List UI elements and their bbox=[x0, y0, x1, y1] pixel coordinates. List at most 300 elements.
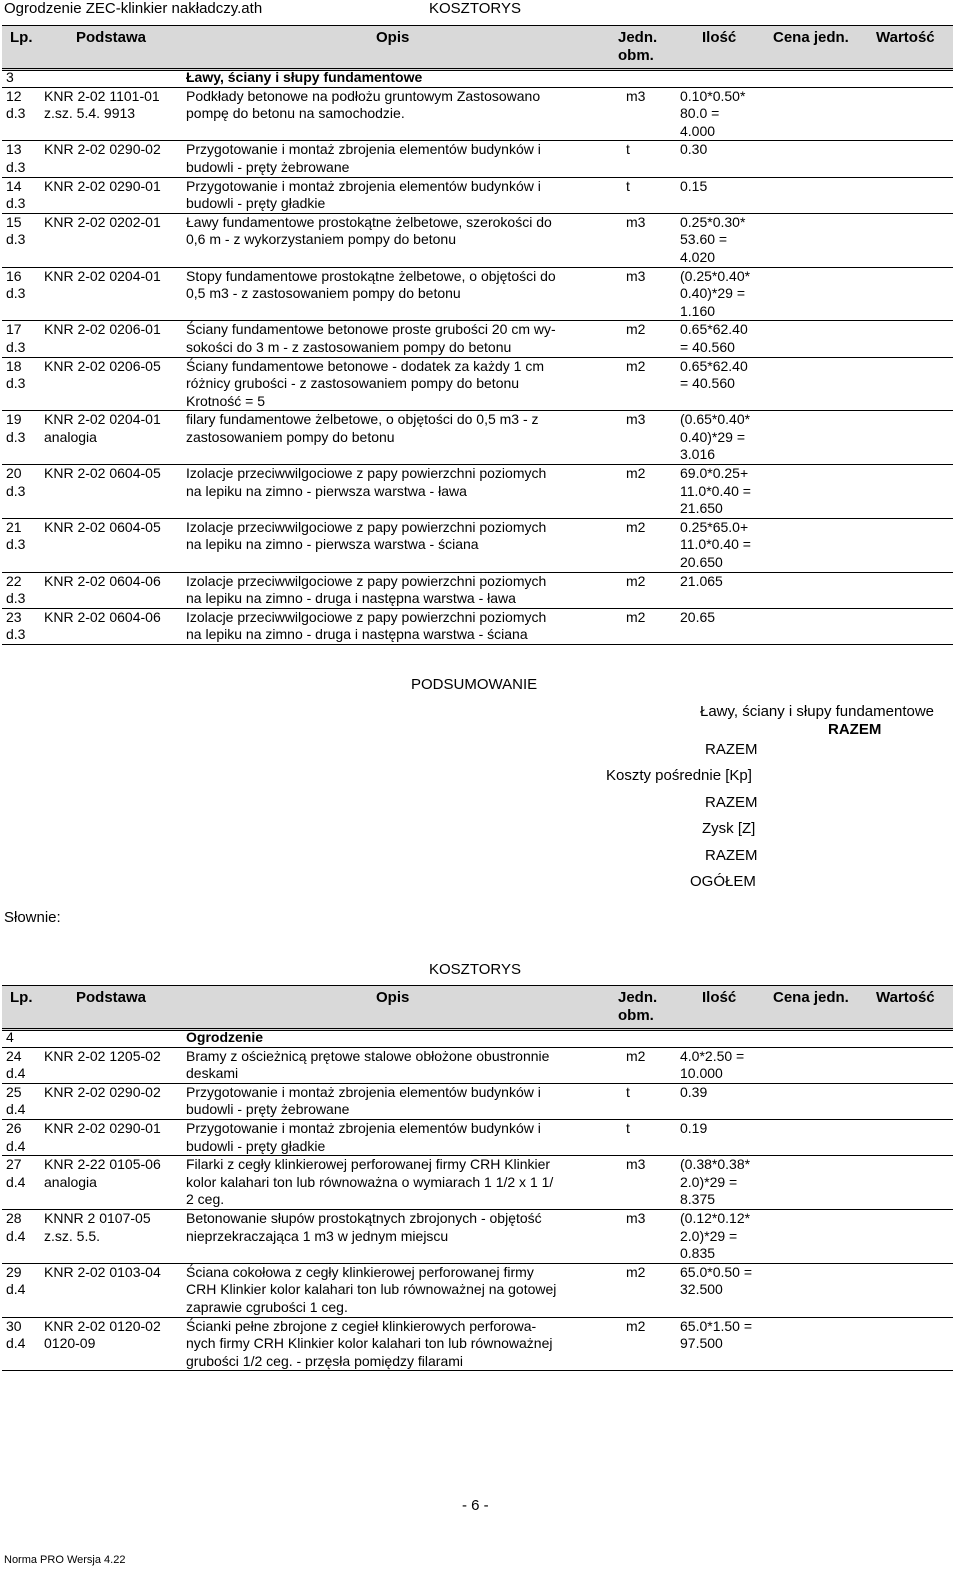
cell-ilosc bbox=[676, 1047, 776, 1083]
cell-podstawa bbox=[40, 213, 182, 267]
cell-wartosc bbox=[866, 411, 953, 465]
summary-zysk: Zysk [Z] bbox=[702, 820, 756, 837]
cell-opis bbox=[182, 1119, 622, 1155]
cell-podstawa bbox=[40, 411, 182, 465]
cell-wartosc bbox=[866, 572, 953, 608]
cell-ilosc-line: 53.60 = bbox=[680, 231, 728, 248]
cell-ilosc-line: 4.0*2.50 = bbox=[680, 1047, 745, 1064]
cell-lp-line: d.3 bbox=[6, 536, 26, 553]
table-row bbox=[2, 321, 953, 357]
cell-cena bbox=[776, 572, 866, 608]
cell-opis-line: Ściany fundamentowe betonowe - dodatek za każdy 1 cm bbox=[186, 357, 544, 374]
cell-jedn: m3 bbox=[622, 1209, 676, 1263]
cell-ilosc-line: 21.065 bbox=[680, 572, 723, 589]
table-row bbox=[2, 1263, 953, 1317]
footer-version: Norma PRO Wersja 4.22 bbox=[4, 1554, 126, 1566]
cell-lp-line: d.3 bbox=[6, 626, 26, 643]
cell-opis-line: Betonowanie słupów prostokątnych zbrojonych - objętość bbox=[186, 1209, 542, 1226]
cell-lp-line: d.3 bbox=[6, 338, 26, 355]
cell-ilosc-line: 4.000 bbox=[680, 122, 716, 139]
section-header-row bbox=[2, 1029, 953, 1048]
cell-opis-line: Ściany fundamentowe betonowe proste grubości 20 cm wy- bbox=[186, 321, 556, 338]
cell-ilosc-line: 21.650 bbox=[680, 500, 723, 517]
cell-jedn: m2 bbox=[622, 321, 676, 357]
cell-lp-line: d.3 bbox=[6, 590, 26, 607]
cell-lp bbox=[2, 1317, 40, 1371]
table-row bbox=[2, 357, 953, 411]
cell-lp-line: 22 bbox=[6, 572, 22, 589]
cell-opis-line: grubości 1/2 ceg. - przęsła pomiędzy filarami bbox=[186, 1352, 464, 1369]
cell-opis bbox=[182, 321, 622, 357]
table-header-1 bbox=[2, 25, 953, 71]
cell-lp-line: d.3 bbox=[6, 375, 26, 392]
cell-lp-line: 13 bbox=[6, 141, 22, 158]
cell-opis-line: CRH Klinkier kolor kalahari ton lub równoważnej na gotowej bbox=[186, 1281, 557, 1298]
cell-ilosc bbox=[676, 177, 776, 213]
cell-lp-line: 12 bbox=[6, 87, 22, 104]
table-row bbox=[2, 608, 953, 644]
items-table-section-3 bbox=[2, 68, 953, 645]
cell-opis-line: Ławy fundamentowe prostokątne żelbetowe, szerokości do bbox=[186, 213, 552, 230]
summary-title: PODSUMOWANIE bbox=[411, 676, 538, 693]
table-row bbox=[2, 1209, 953, 1263]
cell-opis bbox=[182, 465, 622, 519]
cell-opis-line: na lepiku na zimno - pierwsza warstwa - ława bbox=[186, 482, 467, 499]
cell-jedn: t bbox=[622, 1119, 676, 1155]
cell-ilosc-line: 0.65*62.40 bbox=[680, 321, 748, 338]
cell-ilosc bbox=[676, 1317, 776, 1371]
cell-opis-line: deskami bbox=[186, 1065, 239, 1082]
section-header-row bbox=[2, 69, 953, 88]
cell-opis-line: na lepiku na zimno - pierwsza warstwa - ściana bbox=[186, 536, 479, 553]
col-cena: Cena jedn. bbox=[773, 29, 849, 46]
cell-jedn: m3 bbox=[622, 213, 676, 267]
cell-ilosc bbox=[676, 1083, 776, 1119]
cell-ilosc-line: (0.12*0.12* bbox=[680, 1209, 751, 1226]
cell-lp-line: d.4 bbox=[6, 1137, 26, 1154]
cell-ilosc-line: 11.0*0.40 = bbox=[680, 536, 751, 553]
cell-opis-line: Przygotowanie i montaż zbrojenia elementów budynków i bbox=[186, 141, 541, 158]
cell-lp bbox=[2, 465, 40, 519]
cell-lp bbox=[2, 213, 40, 267]
cell-opis bbox=[182, 177, 622, 213]
col-cena: Cena jedn. bbox=[773, 989, 849, 1006]
cell-opis bbox=[182, 608, 622, 644]
cell-wartosc bbox=[866, 1083, 953, 1119]
cell-lp bbox=[2, 518, 40, 572]
cell-jedn: m3 bbox=[622, 267, 676, 321]
cell-ilosc-line: 3.016 bbox=[680, 446, 716, 463]
cell-opis bbox=[182, 1156, 622, 1210]
col-lp: Lp. bbox=[10, 989, 33, 1006]
cell-lp-line: d.4 bbox=[6, 1101, 26, 1118]
cell-ilosc bbox=[676, 141, 776, 177]
cell-opis-line: nych firmy CRH Klinkier kolor kalahari ton lub równoważnej bbox=[186, 1335, 553, 1352]
cell-ilosc-line: 0.19 bbox=[680, 1119, 708, 1136]
cell-lp-line: 26 bbox=[6, 1119, 22, 1136]
col-podstawa: Podstawa bbox=[76, 989, 147, 1006]
cell-podstawa-line: KNR 2-02 0120-02 bbox=[44, 1317, 161, 1334]
cell-opis-line: Krotność = 5 bbox=[186, 392, 265, 409]
col-jedn: Jedn. bbox=[618, 29, 658, 46]
cell-podstawa bbox=[40, 1156, 182, 1210]
cell-opis-line: Bramy z ościeżnicą prętowe stalowe obłożone obustronnie bbox=[186, 1047, 550, 1064]
cell-jedn: m2 bbox=[622, 357, 676, 411]
cell-lp bbox=[2, 177, 40, 213]
cell-podstawa-line: 0120-09 bbox=[44, 1335, 96, 1352]
cell-podstawa-line: KNR 2-02 0202-01 bbox=[44, 213, 161, 230]
cell-jedn: m3 bbox=[622, 411, 676, 465]
cell-ilosc bbox=[676, 608, 776, 644]
cell-opis-line: Przygotowanie i montaż zbrojenia elementów budynków i bbox=[186, 1083, 541, 1100]
cell-ilosc-line: (0.65*0.40* bbox=[680, 411, 751, 428]
cell-podstawa bbox=[40, 608, 182, 644]
cell-jedn: m3 bbox=[622, 87, 676, 141]
cell-podstawa-line: analogia bbox=[44, 428, 97, 445]
table-row bbox=[2, 87, 953, 141]
cell-jedn: t bbox=[622, 141, 676, 177]
cell-cena bbox=[776, 411, 866, 465]
cell-ilosc-line: 11.0*0.40 = bbox=[680, 482, 751, 499]
cell-opis bbox=[182, 213, 622, 267]
cell-cena bbox=[776, 267, 866, 321]
cell-lp bbox=[2, 1083, 40, 1119]
cell-cena bbox=[776, 1263, 866, 1317]
cell-ilosc-line: 32.500 bbox=[680, 1281, 723, 1298]
cell-wartosc bbox=[866, 321, 953, 357]
cell-opis-line: budowli - pręty żebrowane bbox=[186, 1101, 350, 1118]
cell-podstawa bbox=[40, 321, 182, 357]
cell-lp bbox=[2, 1119, 40, 1155]
cell-podstawa-line: KNR 2-02 0290-01 bbox=[44, 1119, 161, 1136]
cell-opis bbox=[182, 1317, 622, 1371]
cell-opis-line: budowli - pręty gładkie bbox=[186, 1137, 326, 1154]
cell-opis-line: Stopy fundamentowe prostokątne żelbetowe, o objętości do bbox=[186, 267, 556, 284]
cell-opis-line: zastosowaniem pompy do betonu bbox=[186, 428, 395, 445]
cell-opis-line: kolor kalahari ton lub równoważna o wymiarach 1 1/2 x 1 1/ bbox=[186, 1173, 554, 1190]
cell-podstawa-line: KNR 2-02 0290-02 bbox=[44, 1083, 161, 1100]
cell-podstawa bbox=[40, 141, 182, 177]
section-title: Ogrodzenie bbox=[182, 1029, 953, 1048]
cell-podstawa-line: z.sz. 5.5. bbox=[44, 1227, 101, 1244]
cell-podstawa bbox=[40, 518, 182, 572]
cell-opis bbox=[182, 411, 622, 465]
cell-wartosc bbox=[866, 213, 953, 267]
summary-razem-1: RAZEM bbox=[705, 741, 758, 758]
cell-podstawa-line: KNR 2-02 0604-05 bbox=[44, 465, 161, 482]
cell-opis bbox=[182, 267, 622, 321]
cell-opis-line: 2 ceg. bbox=[186, 1191, 225, 1208]
cell-ilosc-line: = 40.560 bbox=[680, 375, 735, 392]
cell-cena bbox=[776, 357, 866, 411]
cell-podstawa-line: KNR 2-02 1205-02 bbox=[44, 1047, 161, 1064]
cell-podstawa bbox=[40, 177, 182, 213]
table-header-2 bbox=[2, 985, 953, 1031]
cell-podstawa bbox=[40, 267, 182, 321]
cell-opis-line: Izolacje przeciwwilgociowe z papy powierzchni poziomych bbox=[186, 608, 547, 625]
table-row bbox=[2, 141, 953, 177]
cell-lp-line: 16 bbox=[6, 267, 22, 284]
cell-lp bbox=[2, 572, 40, 608]
cell-wartosc bbox=[866, 1263, 953, 1317]
table-row bbox=[2, 177, 953, 213]
cell-opis-line: filary fundamentowe żelbetowe, o objętości do 0,5 m3 - z bbox=[186, 411, 539, 428]
summary-ogolem: OGÓŁEM bbox=[690, 873, 756, 890]
cell-ilosc-line: 97.500 bbox=[680, 1335, 723, 1352]
cell-lp-line: 27 bbox=[6, 1156, 22, 1173]
cell-cena bbox=[776, 177, 866, 213]
cell-opis-line: na lepiku na zimno - druga i następna warstwa - ława bbox=[186, 590, 516, 607]
cell-podstawa-line: KNR 2-02 0206-05 bbox=[44, 357, 161, 374]
cell-wartosc bbox=[866, 608, 953, 644]
cell-jedn: m2 bbox=[622, 1263, 676, 1317]
cell-lp-line: 28 bbox=[6, 1209, 22, 1226]
page-number: - 6 - bbox=[462, 1497, 489, 1514]
cell-lp-line: d.4 bbox=[6, 1173, 26, 1190]
section-number: 3 bbox=[2, 69, 40, 88]
cell-ilosc-line: 69.0*0.25+ bbox=[680, 465, 749, 482]
cell-cena bbox=[776, 1047, 866, 1083]
cell-podstawa-line: KNR 2-22 0105-06 bbox=[44, 1156, 161, 1173]
cell-opis-line: Izolacje przeciwwilgociowe z papy powierzchni poziomych bbox=[186, 572, 547, 589]
cell-ilosc bbox=[676, 411, 776, 465]
cell-ilosc-line: 65.0*0.50 = bbox=[680, 1263, 753, 1280]
cell-podstawa bbox=[40, 465, 182, 519]
kosztorys-title: KOSZTORYS bbox=[429, 0, 521, 17]
cell-ilosc bbox=[676, 321, 776, 357]
cell-lp bbox=[2, 141, 40, 177]
cell-cena bbox=[776, 87, 866, 141]
cell-podstawa bbox=[40, 1209, 182, 1263]
col-wartosc: Wartość bbox=[876, 29, 935, 46]
col-ilosc: Ilość bbox=[702, 29, 737, 46]
cell-opis bbox=[182, 1047, 622, 1083]
summary-razem-bold: RAZEM bbox=[828, 721, 882, 738]
cell-lp-line: 30 bbox=[6, 1317, 22, 1334]
cell-opis bbox=[182, 1263, 622, 1317]
col-obm: obm. bbox=[618, 47, 654, 64]
cell-opis-line: budowli - pręty gładkie bbox=[186, 195, 326, 212]
cell-podstawa bbox=[40, 357, 182, 411]
cell-lp-line: 29 bbox=[6, 1263, 22, 1280]
col-lp: Lp. bbox=[10, 29, 33, 46]
cell-lp bbox=[2, 321, 40, 357]
cell-podstawa bbox=[40, 87, 182, 141]
cell-ilosc-line: 4.020 bbox=[680, 248, 716, 265]
cell-podstawa bbox=[40, 1263, 182, 1317]
cell-ilosc bbox=[676, 1156, 776, 1210]
summary-razem-2: RAZEM bbox=[705, 794, 758, 811]
cell-jedn: m2 bbox=[622, 572, 676, 608]
cell-lp-line: d.3 bbox=[6, 158, 26, 175]
cell-lp-line: d.4 bbox=[6, 1227, 26, 1244]
cell-lp bbox=[2, 1263, 40, 1317]
cell-lp-line: 21 bbox=[6, 518, 22, 535]
cell-podstawa bbox=[40, 1119, 182, 1155]
cell-opis-line: sokości do 3 m - z zastosowaniem pompy do betonu bbox=[186, 338, 512, 355]
cell-ilosc-line: 0.65*62.40 bbox=[680, 357, 748, 374]
cell-lp-line: d.3 bbox=[6, 231, 26, 248]
cell-cena bbox=[776, 518, 866, 572]
cell-ilosc-line: (0.25*0.40* bbox=[680, 267, 751, 284]
col-opis: Opis bbox=[376, 989, 410, 1006]
cell-podstawa-line: analogia bbox=[44, 1173, 97, 1190]
cell-opis bbox=[182, 1209, 622, 1263]
cell-ilosc-line: 80.0 = bbox=[680, 105, 720, 122]
cell-wartosc bbox=[866, 141, 953, 177]
cell-podstawa bbox=[40, 1317, 182, 1371]
cell-podstawa-line: KNR 2-02 0604-05 bbox=[44, 518, 161, 535]
cell-opis-line: nieprzekraczająca 1 m3 w jednym miejscu bbox=[186, 1227, 449, 1244]
cell-wartosc bbox=[866, 1119, 953, 1155]
cell-lp-line: d.4 bbox=[6, 1281, 26, 1298]
cell-opis bbox=[182, 141, 622, 177]
col-podstawa: Podstawa bbox=[76, 29, 147, 46]
cell-lp-line: d.3 bbox=[6, 285, 26, 302]
cell-opis-line: Przygotowanie i montaż zbrojenia elementów budynków i bbox=[186, 1119, 541, 1136]
cell-lp bbox=[2, 267, 40, 321]
table-row bbox=[2, 518, 953, 572]
cell-jedn: t bbox=[622, 177, 676, 213]
cell-ilosc-line: 20.65 bbox=[680, 608, 716, 625]
cell-ilosc-line: 0.40)*29 = bbox=[680, 428, 745, 445]
cell-ilosc-line: 2.0)*29 = bbox=[680, 1227, 738, 1244]
cell-ilosc bbox=[676, 1263, 776, 1317]
file-title: Ogrodzenie ZEC-klinkier nakładczy.ath bbox=[4, 0, 263, 17]
cell-wartosc bbox=[866, 177, 953, 213]
cell-lp-line: 14 bbox=[6, 177, 22, 194]
table-row bbox=[2, 1317, 953, 1371]
table-row bbox=[2, 267, 953, 321]
cell-lp-line: 23 bbox=[6, 608, 22, 625]
cell-lp bbox=[2, 1047, 40, 1083]
cell-ilosc bbox=[676, 357, 776, 411]
cell-ilosc-line: 0.40)*29 = bbox=[680, 285, 745, 302]
cell-cena bbox=[776, 1083, 866, 1119]
summary-section-name: Ławy, ściany i słupy fundamentowe bbox=[700, 703, 935, 720]
cell-opis-line: zaprawie cgrubości 1 ceg. bbox=[186, 1298, 348, 1315]
table-row bbox=[2, 1083, 953, 1119]
cell-ilosc-line: 8.375 bbox=[680, 1191, 716, 1208]
cell-cena bbox=[776, 1156, 866, 1210]
cell-wartosc bbox=[866, 1047, 953, 1083]
cell-opis-line: Filarki z cegły klinkierowej perforowanej firmy CRH Klinkier bbox=[186, 1156, 551, 1173]
cell-podstawa bbox=[40, 1047, 182, 1083]
cell-opis bbox=[182, 1083, 622, 1119]
cell-opis-line: na lepiku na zimno - druga i następna warstwa - ściana bbox=[186, 626, 528, 643]
cell-wartosc bbox=[866, 87, 953, 141]
cell-ilosc bbox=[676, 465, 776, 519]
col-wartosc: Wartość bbox=[876, 989, 935, 1006]
cell-ilosc-line: 0.10*0.50* bbox=[680, 87, 746, 104]
cell-lp bbox=[2, 411, 40, 465]
table-row bbox=[2, 1119, 953, 1155]
col-ilosc: Ilość bbox=[702, 989, 737, 1006]
cell-lp-line: 25 bbox=[6, 1083, 22, 1100]
kosztorys-title-2: KOSZTORYS bbox=[429, 961, 521, 978]
cell-ilosc-line: 10.000 bbox=[680, 1065, 723, 1082]
cell-ilosc bbox=[676, 572, 776, 608]
cell-ilosc bbox=[676, 1209, 776, 1263]
cell-cena bbox=[776, 1209, 866, 1263]
cell-ilosc-line: 0.25*0.30* bbox=[680, 213, 746, 230]
cell-opis-line: Izolacje przeciwwilgociowe z papy powierzchni poziomych bbox=[186, 518, 547, 535]
cell-ilosc-line: 0.835 bbox=[680, 1245, 716, 1262]
table-row bbox=[2, 1156, 953, 1210]
cell-podstawa-line: KNR 2-02 0103-04 bbox=[44, 1263, 161, 1280]
cell-ilosc bbox=[676, 1119, 776, 1155]
table-row bbox=[2, 213, 953, 267]
cell-opis-line: budowli - pręty żebrowane bbox=[186, 158, 350, 175]
cell-lp-line: d.4 bbox=[6, 1335, 26, 1352]
cell-jedn: m3 bbox=[622, 1156, 676, 1210]
cell-ilosc-line: 65.0*1.50 = bbox=[680, 1317, 753, 1334]
cell-lp-line: 15 bbox=[6, 213, 22, 230]
cell-lp-line: 19 bbox=[6, 411, 22, 428]
cell-podstawa-line: KNR 2-02 0604-06 bbox=[44, 572, 161, 589]
cell-ilosc bbox=[676, 213, 776, 267]
slownie-label: Słownie: bbox=[4, 909, 61, 926]
summary-koszty: Koszty pośrednie [Kp] bbox=[606, 767, 752, 784]
cell-ilosc-line: 2.0)*29 = bbox=[680, 1173, 738, 1190]
cell-wartosc bbox=[866, 267, 953, 321]
cell-cena bbox=[776, 321, 866, 357]
cell-ilosc bbox=[676, 87, 776, 141]
cell-wartosc bbox=[866, 357, 953, 411]
cell-opis-line: różnicy grubości - z zastosowaniem pompy do betonu bbox=[186, 375, 520, 392]
cell-lp bbox=[2, 1209, 40, 1263]
cell-opis-line: Ścianki pełne zbrojone z cegieł klinkierowych perforowa- bbox=[186, 1317, 537, 1334]
cell-lp-line: d.3 bbox=[6, 482, 26, 499]
cell-lp-line: d.3 bbox=[6, 105, 26, 122]
cell-podstawa-line: z.sz. 5.4. 9913 bbox=[44, 105, 136, 122]
cell-wartosc bbox=[866, 1317, 953, 1371]
cell-podstawa-line: KNR 2-02 0204-01 bbox=[44, 267, 161, 284]
cell-lp bbox=[2, 357, 40, 411]
cell-ilosc-line: (0.38*0.38* bbox=[680, 1156, 751, 1173]
cell-ilosc bbox=[676, 267, 776, 321]
cell-wartosc bbox=[866, 1209, 953, 1263]
cell-lp-line: 24 bbox=[6, 1047, 22, 1064]
cell-lp-line: 17 bbox=[6, 321, 22, 338]
cell-opis-line: pompę do betonu na samochodzie. bbox=[186, 105, 405, 122]
cell-ilosc-line: 0.39 bbox=[680, 1083, 708, 1100]
cell-cena bbox=[776, 465, 866, 519]
table-row bbox=[2, 465, 953, 519]
cell-opis-line: Przygotowanie i montaż zbrojenia elementów budynków i bbox=[186, 177, 541, 194]
cell-opis-line: 0,6 m - z wykorzystaniem pompy do betonu bbox=[186, 231, 457, 248]
cell-jedn: m2 bbox=[622, 608, 676, 644]
cell-lp bbox=[2, 87, 40, 141]
cell-lp bbox=[2, 608, 40, 644]
items-table-section-4 bbox=[2, 1028, 953, 1371]
cell-lp-line: d.4 bbox=[6, 1065, 26, 1082]
cell-jedn: m2 bbox=[622, 465, 676, 519]
cell-ilosc-line: 1.160 bbox=[680, 302, 716, 319]
cell-jedn: t bbox=[622, 1083, 676, 1119]
cell-opis bbox=[182, 87, 622, 141]
cell-ilosc-line: 0.15 bbox=[680, 177, 708, 194]
cell-opis-line: Izolacje przeciwwilgociowe z papy powierzchni poziomych bbox=[186, 465, 547, 482]
cell-podstawa-line: KNR 2-02 0290-01 bbox=[44, 177, 161, 194]
cell-ilosc bbox=[676, 518, 776, 572]
summary-razem-3: RAZEM bbox=[705, 847, 758, 864]
cell-ilosc-line: 20.650 bbox=[680, 554, 723, 571]
cell-lp-line: 20 bbox=[6, 465, 22, 482]
cell-jedn: m2 bbox=[622, 1317, 676, 1371]
cell-opis bbox=[182, 572, 622, 608]
cell-opis bbox=[182, 518, 622, 572]
